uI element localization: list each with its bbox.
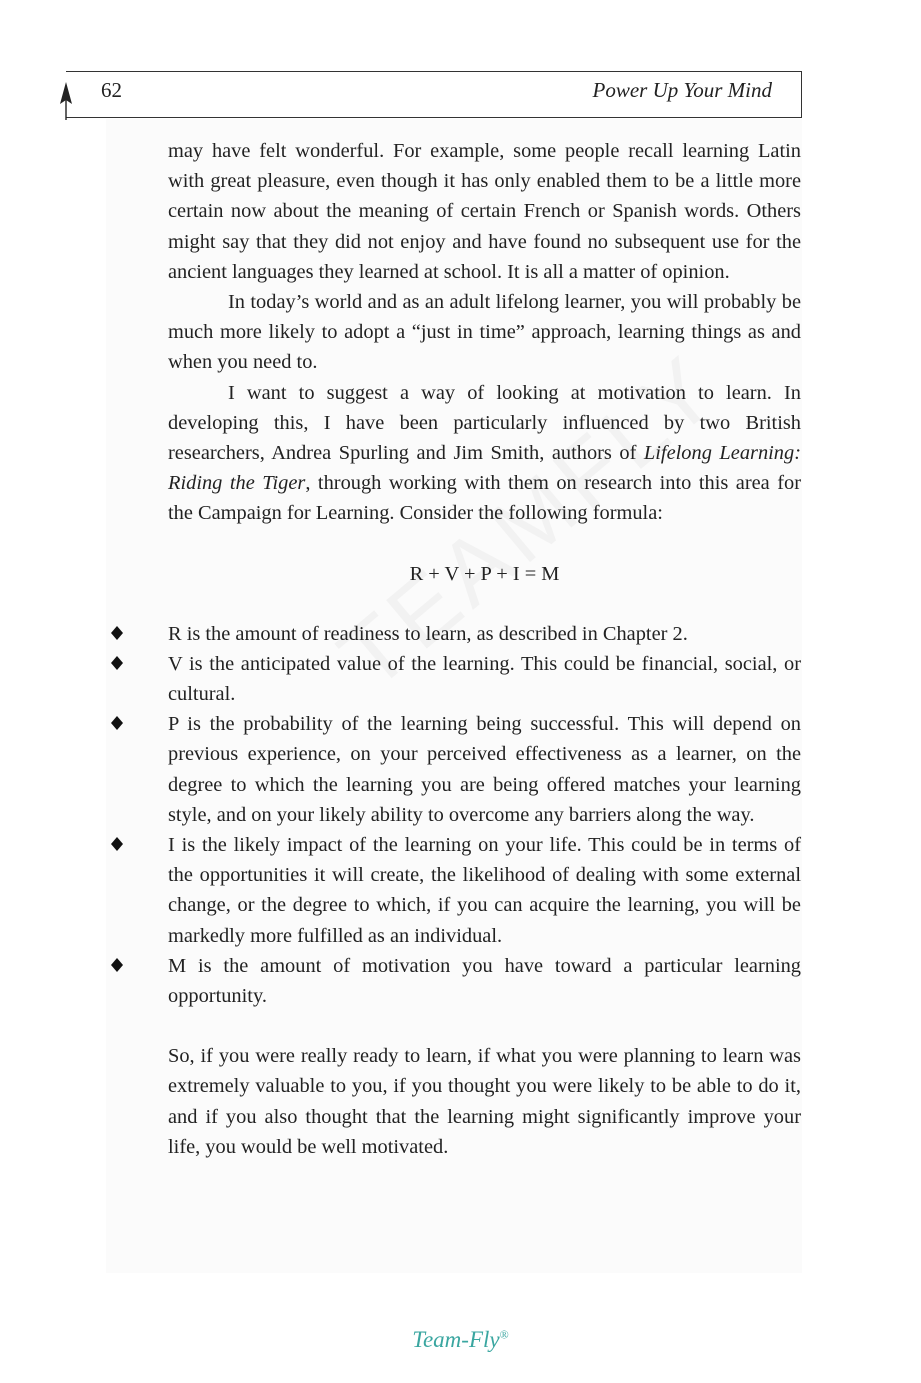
paragraph-3-text-b: , through working with them on research into this area for the Campaign for Learning. Consider the following formula: [168,472,801,525]
body-text [168,136,801,1162]
diamond-bullet-icon [110,625,124,641]
diamond-bullet-icon [110,655,124,671]
book-title: Lifelong Learning: Riding the Tiger [168,442,801,495]
diamond-bullet-icon [110,957,124,973]
up-arrow-icon [60,82,72,120]
formula: R + V + P + I = M [409,562,560,585]
diamond-bullet-icon [110,715,124,731]
spacer [168,1011,801,1041]
paragraph-4: So, if you were really ready to learn, if what you were planning to learn was extremely valuable to you, if you thought you were likely to be able to do it, and if you also thought that the learning might significantly improve your life, you would be well motivated. [168,1045,801,1158]
list-item-text: P is the probability of the learning being successful. This will depend on previous experience, on your perceived effectiveness as a learner, on the degree to which the learning you are being offered matches your learning style, and on your likely ability to overcome any barriers along the way. [168,713,801,826]
list-item-text: I is the likely impact of the learning on your life. This could be in terms of the opportunities it will create, the likelihood of dealing with some external change, or the degree to which, if you can acquire the learning, you will be markedly more fulfilled as an individual. [168,834,801,947]
paragraph-1: may have felt wonderful. For example, some people recall learning Latin with great pleasure, even though it has only enabled them to be a little more certain now about the meaning of certain French or Spanish words. Others might say that they did not enjoy and have found no subsequent use for the ancient languages they learned at school. It is all a matter of opinion. [168,140,801,283]
list-item [168,830,801,951]
list-item [168,709,801,830]
diamond-bullet-icon [110,836,124,852]
list-item [168,951,801,1011]
spacer [168,529,801,559]
list-item [168,619,801,649]
page-number: 62 [101,78,122,102]
list-item [168,649,801,709]
paragraph-3-text-a: I want to suggest a way of looking at motivation to learn. In developing this, I have been particularly influenced by two British researchers, Andrea Spurling and Jim Smith, authors of [168,381,801,465]
list-item-text: R is the amount of readiness to learn, as described in Chapter 2. [168,622,688,645]
footer-brand[interactable] [0,1327,921,1353]
footer-brand-text[interactable]: Team-Fly [412,1327,500,1352]
list-item-text: V is the anticipated value of the learning. This could be financial, social, or cultural. [168,652,801,706]
bullet-list [168,619,801,1012]
running-head: Power Up Your Mind [592,78,772,102]
registered-mark: ® [499,1327,509,1342]
spacer [168,589,801,619]
list-item-text: M is the amount of motivation you have toward a particular learning opportunity. [168,954,801,1008]
paragraph-3 [168,378,801,529]
paragraph-2: In today’s world and as an adult lifelong learner, you will probably be much more likely to adopt a “just in time” approach, learning things as and when you need to. [168,291,801,374]
